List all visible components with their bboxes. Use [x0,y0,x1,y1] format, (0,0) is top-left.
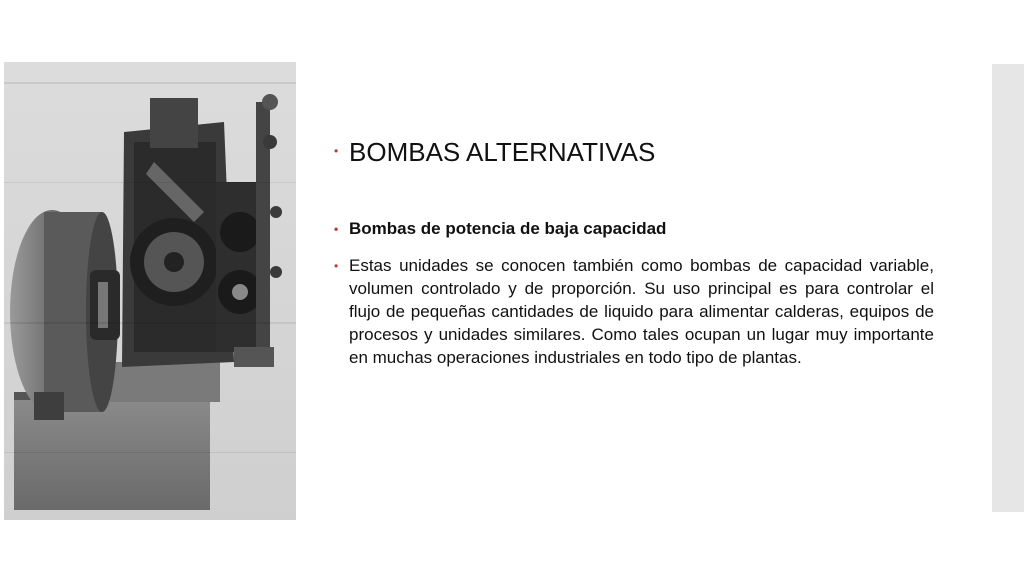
bullet-icon: • [334,222,339,236]
slide-title: BOMBAS ALTERNATIVAS [349,137,656,167]
side-bar [992,64,1024,512]
subtitle-item [334,218,934,240]
title-item [334,130,934,174]
pump-photo [4,62,296,520]
body-item [334,254,934,369]
slide-subtitle: Bombas de potencia de baja capacidad [349,219,667,238]
slide-content [334,130,934,369]
bullet-icon: • [334,259,339,273]
slide-body-text: Estas unidades se conocen también como bombas de capacidad variable, volumen controlado y de proporción. Su uso principal es para controlar el flujo de pequeñas cantidades de liquido para alimentar calderas, equipos de procesos y unidades similares. Como tales ocupan un lugar muy importante en muchas operaciones industriales en todo tipo de plantas. [349,256,934,367]
bullet-icon: • [334,144,339,158]
